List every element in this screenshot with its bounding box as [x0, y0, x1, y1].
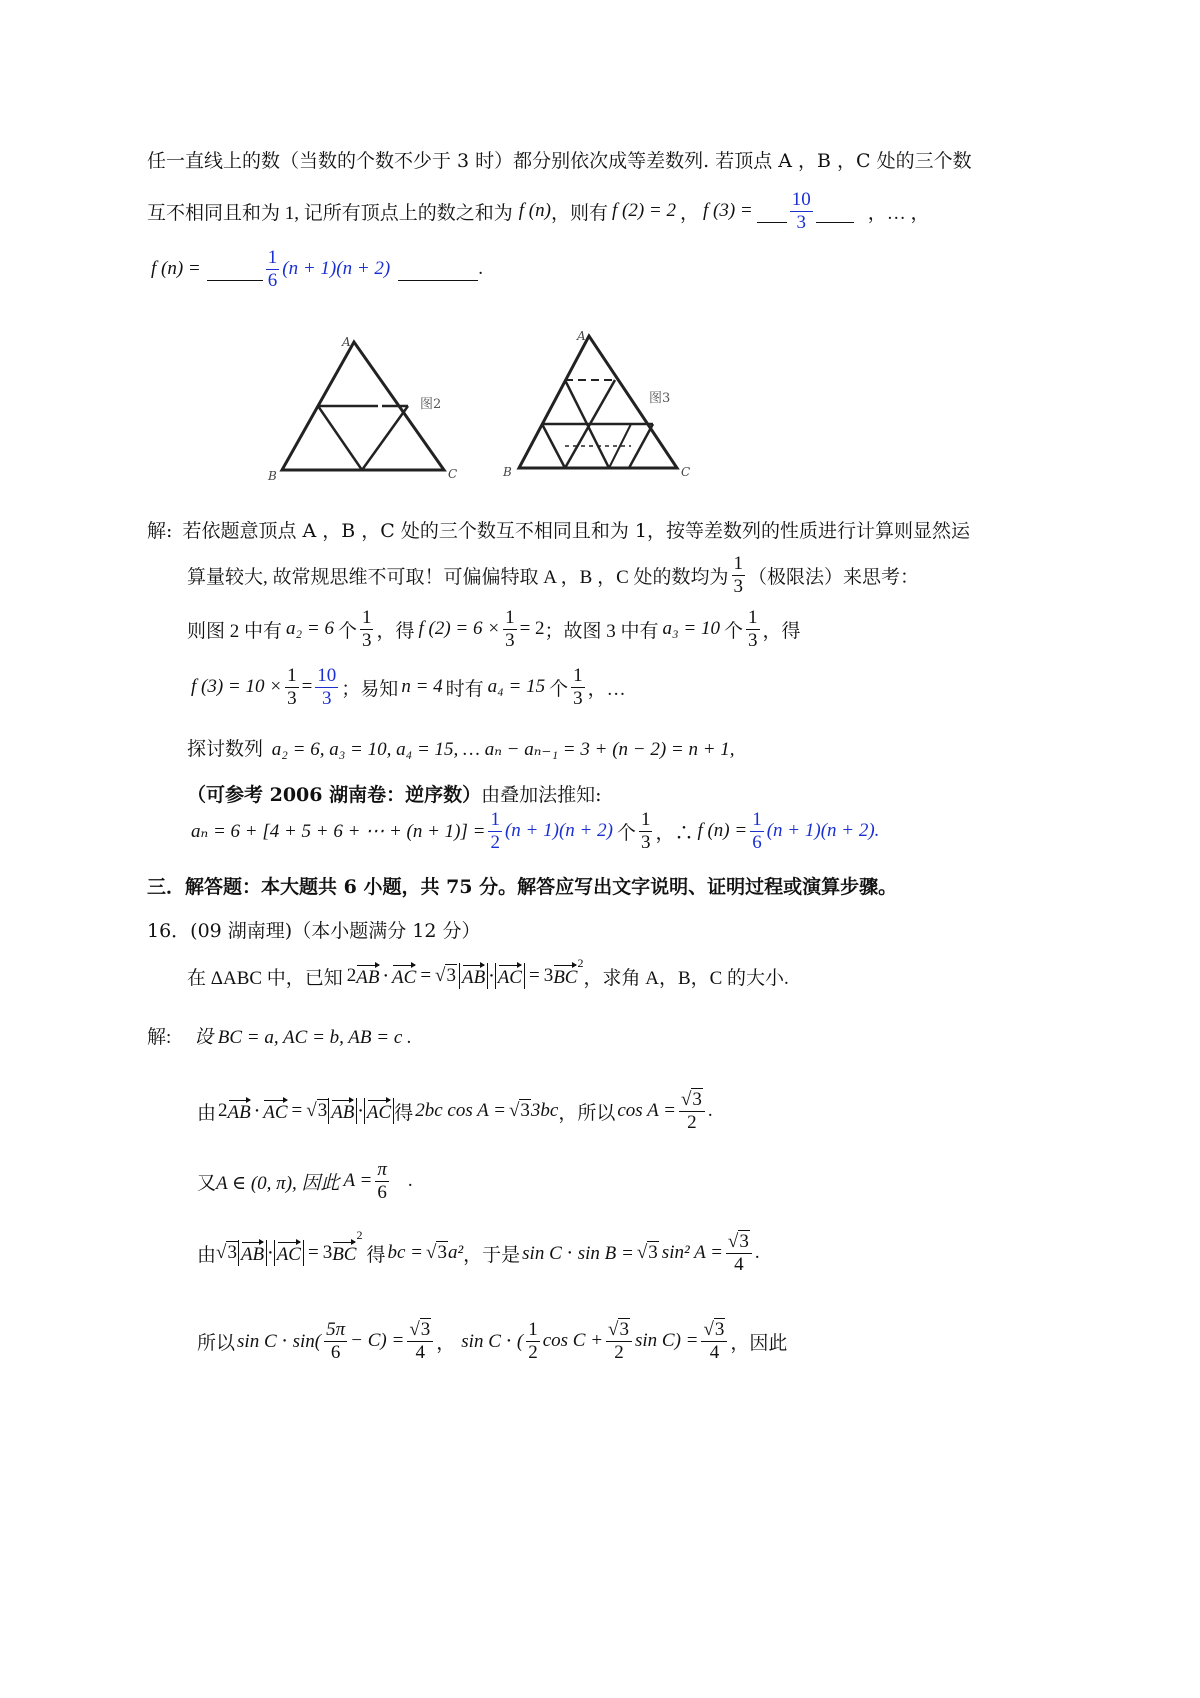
- figure-2-triangle: [262, 328, 472, 488]
- q16-solution-line-1: 解: 设 BC = a, AC = b, AB = c .: [147, 1027, 412, 1048]
- q16-solution-line-3: 又 A ∈ (0, π), 因此 A = $\frac{\pi}{6}$ .: [197, 1158, 413, 1203]
- solution-1-line-6: （可参考 2006 湖南卷：逆序数）由叠加法推知:: [187, 784, 602, 806]
- solution-1-line-3: 则图 2 中有 a₂ = 6 个 $\frac{1}{3}$ ，得 f (2) = 6 × $\frac{1}{3}$ = 2 ；故图 3 中有 a₃ = 10 个 $\frac{1}{3}$ ，得: [187, 606, 801, 651]
- answer-fn: $\frac{1}{6}$: [267, 246, 278, 291]
- q16-solution-line-4: 由 √3 AB ⋅ AC = 3 BC $^2$ 得 bc = √3 a² ，于是 sin C ⋅ sin B = √3 sin² A = $\frac{√3}{4}$ .: [197, 1228, 760, 1275]
- figure-3-triangle: [497, 320, 707, 488]
- fig2-vertex-c: C: [448, 467, 458, 481]
- solution-1-line-2: 算量较大, 故常规思维不可取！可偏偏特取 A ，B ，C 处的数均为 $\frac{1}{3}$ （极限法）来思考：: [187, 552, 920, 597]
- q16-header: 16．(09 湖南理)（本小题满分 12 分）: [147, 920, 481, 942]
- fig3-vertex-c: C: [681, 465, 691, 479]
- problem-line-1: 任一直线上的数（当数的个数不少于 3 时）都分别依次成等差数列. 若顶点 A ，B ，C 处的三个数: [147, 150, 972, 172]
- solution-1-line-7: aₙ = 6 + [4 + 5 + 6 + ⋯ + (n + 1)] = $\frac{1}{2}$ (n + 1)(n + 2) 个 $\frac{1}{3}$ ，∴ f (n) = $\frac{1}{6}$ (n + 1)(n + 2).: [191, 808, 880, 853]
- solution-1-line-1: 解: 若依题意顶点 A ，B ，C 处的三个数互不相同且和为 1，按等差数列的性质进行计算则显然运: [147, 520, 970, 542]
- q16-solution-line-2: 由 2 AB ⋅ AC = √3 AB ⋅ AC 得 2bc cos A = √3 3bc ，所以 cos A = $\frac{√3}{2}$ .: [197, 1088, 713, 1133]
- fig2-vertex-b: B: [268, 469, 277, 483]
- fig3-label: 图3: [649, 391, 671, 406]
- fig3-vertex-b: B: [503, 465, 512, 479]
- q16-statement: 在 ΔABC 中，已知 2 AB ⋅ AC = √3 AB ⋅ AC = 3 BC $^2$ ，求角 A，B，C 的大小.: [187, 956, 789, 989]
- solution-1-line-5: 探讨数列 a₂ = 6, a₃ = 10, a₄ = 15, … aₙ − aₙ₋₁ = 3 + (n − 2) = n + 1,: [187, 739, 735, 760]
- q16-solution-line-5: 所以 sin C ⋅ sin( $\frac{5\pi}{6}$ − C) = $\frac{√3}{4}$ ， sin C ⋅ ( $\frac{1}{2}$ cos C + $\frac{√3}{2}$ sin C) = $\frac{√3}{4}$ ，因此: [197, 1318, 788, 1363]
- fig2-vertex-a: A: [342, 335, 351, 349]
- fig2-label: 图2: [420, 397, 442, 412]
- fig3-vertex-a: A: [577, 329, 586, 343]
- problem-line-2: 互不相同且和为 1, 记所有顶点上的数之和为 f (n) ，则有 f (2) = 2 ， f (3) = $\frac{10}{3}$ ，… ，: [147, 188, 930, 233]
- answer-f3: $\frac{10}{3}$: [791, 188, 811, 233]
- problem-line-3: f (n) = $\frac{1}{6}$ (n + 1)(n + 2) .: [151, 246, 483, 291]
- section-3-heading: 三．解答题：本大题共 6 小题，共 75 分。解答应写出文字说明、证明过程或演算步骤。: [147, 876, 898, 898]
- solution-1-line-4: f (3) = 10 × $\frac{1}{3}$ = $\frac{10}{3}$ ；易知 n = 4 时有 a₄ = 15 个 $\frac{1}{3}$ ，…: [191, 664, 626, 709]
